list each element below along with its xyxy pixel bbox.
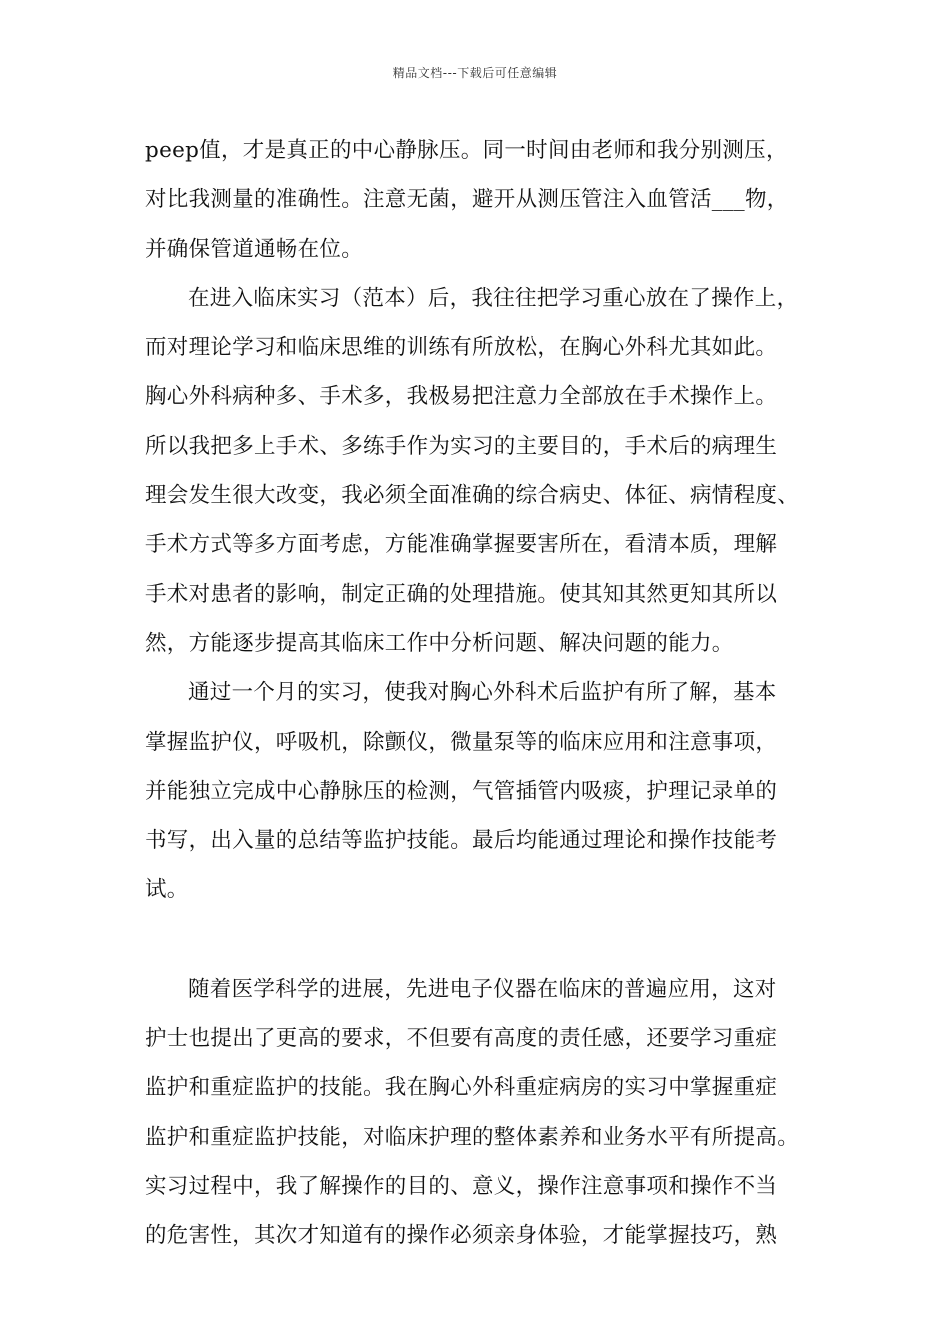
text-line: 胸心外科病种多、手术多，我极易把注意力全部放在手术操作上。 — [145, 384, 778, 410]
text-line: 然，方能逐步提高其临床工作中分析问题、解决问题的能力。 — [145, 630, 734, 656]
text-line: 掌握监护仪，呼吸机，除颤仪，微量泵等的临床应用和注意事项， — [145, 729, 778, 755]
text-line: 监护和重症监护的技能。我在胸心外科重症病房的实习中掌握重症 — [145, 1075, 778, 1101]
text-line: 试。 — [145, 877, 189, 903]
text-line: 手术方式等多方面考虑，方能准确掌握要害所在，看清本质，理解 — [145, 532, 778, 558]
text-line: 的危害性，其次才知道有的操作必须亲身体验，才能掌握技巧，熟 — [145, 1223, 778, 1249]
text-line: 对比我测量的准确性。注意无菌，避开从测压管注入血管活___物， — [145, 187, 789, 213]
text-line: 实习过程中，我了解操作的目的、意义，操作注意事项和操作不当 — [145, 1173, 778, 1199]
text-line: 并确保管道通畅在位。 — [145, 236, 364, 262]
paragraph-first-line: 通过一个月的实习，使我对胸心外科术后监护有所了解，基本 — [188, 680, 777, 706]
text-line: 而对理论学习和临床思维的训练有所放松，在胸心外科尤其如此。 — [145, 335, 778, 361]
text-line: 护士也提出了更高的要求，不但要有高度的责任感，还要学习重症 — [145, 1026, 778, 1052]
text-line: 书写，出入量的总结等监护技能。最后均能通过理论和操作技能考 — [145, 828, 778, 854]
text-line: 并能独立完成中心静脉压的检测，气管插管内吸痰，护理记录单的 — [145, 778, 778, 804]
text-line: peep值，才是真正的中心静脉压。同一时间由老师和我分别测压， — [145, 138, 788, 163]
paragraph-first-line: 随着医学科学的进展，先进电子仪器在临床的普遍应用，这对 — [188, 976, 777, 1002]
page-header: 精品文档---下载后可任意编辑 — [392, 66, 558, 80]
text-line: 监护和重症监护技能，对临床护理的整体素养和业务水平有所提高。 — [145, 1124, 800, 1150]
text-line: 手术对患者的影响，制定正确的处理措施。使其知其然更知其所以 — [145, 581, 778, 607]
paragraph-first-line: 在进入临床实习（范本）后，我往往把学习重心放在了操作上， — [188, 285, 799, 311]
document-body — [145, 133, 825, 1268]
text-line: 理会发生很大改变，我必须全面准确的综合病史、体征、病情程度、 — [145, 483, 800, 509]
text-line: 所以我把多上手术、多练手作为实习的主要目的，手术后的病理生 — [145, 433, 778, 459]
paragraph-spacer — [145, 922, 825, 972]
